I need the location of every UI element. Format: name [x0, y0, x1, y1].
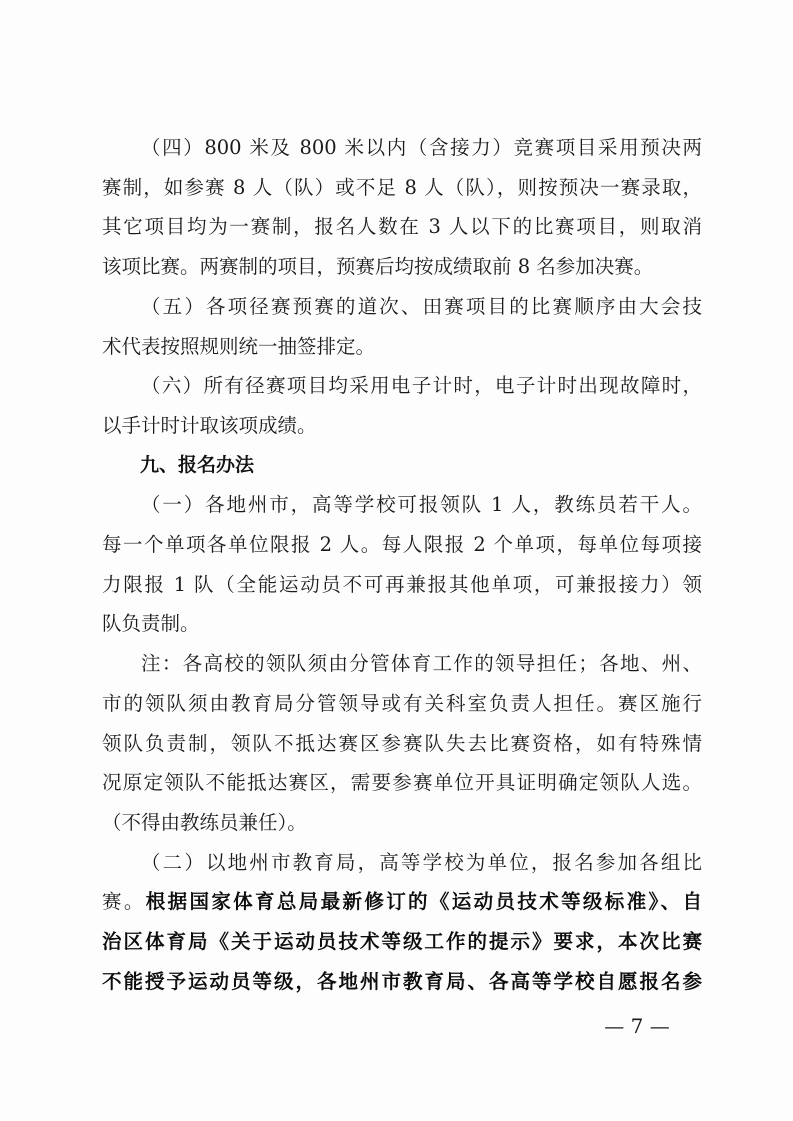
text-line: （五）各项径赛预赛的道次、田赛项目的比赛顺序由大会技 [141, 294, 702, 318]
text-emphasis: 根据国家体育总局最新修订的《运动员技术等级标准》、自 [145, 890, 702, 914]
text-line-mixed [102, 882, 702, 922]
text-line: （不得由教练员兼任）。 [102, 810, 307, 834]
text-line: 每一个单项各单位限报 2 人。每人限报 2 个单项，每单位每项接 [102, 533, 702, 557]
paragraph-item-5 [102, 287, 702, 366]
text-line: 术代表按照规则统一抽签排定。 [102, 334, 376, 358]
document-body [102, 128, 702, 1001]
text-line: 该项比赛。两赛制的项目，预赛后均按成绩取前 8 名参加决赛。 [102, 255, 654, 279]
text-line: （一）各地州市，高等学校可报领队 1 人，教练员若干人。 [141, 493, 702, 517]
text-line: 市的领队须由教育局分管领导或有关科室负责人担任。赛区施行 [102, 691, 702, 715]
text-line: 队负责制。 [102, 612, 200, 636]
text-line: （四）800 米及 800 米以内（含接力）竞赛项目采用预决两 [141, 136, 702, 159]
paragraph-item-2 [102, 843, 702, 1002]
paragraph-item-6 [102, 366, 702, 445]
paragraph-item-4 [102, 128, 702, 287]
text-line: 以手计时计取该项成绩。 [102, 413, 317, 437]
text-line: 力限报 1 队（全能运动员不可再兼报其他单项，可兼报接力）领 [102, 572, 702, 596]
text-emphasis-line: 不能授予运动员等级，各地州市教育局、各高等学校自愿报名参 [102, 969, 702, 993]
text-line: 注：各高校的领队须由分管体育工作的领导担任；各地、州、 [141, 652, 702, 676]
text-line: 领队负责制，领队不抵达赛区参赛队失去比赛资格，如有特殊情 [102, 731, 702, 755]
section-heading: 九、报名办法 [140, 453, 255, 476]
note-paragraph [102, 644, 702, 843]
text-line: （六）所有径赛项目均采用电子计时，电子计时出现故障时， [141, 374, 702, 398]
text-emphasis-line: 治区体育局《关于运动员技术等级工作的提示》要求，本次比赛 [102, 930, 702, 954]
text-normal: 赛。 [102, 890, 146, 914]
text-line: 其它项目均为一赛制，报名人数在 3 人以下的比赛项目，则取消 [102, 215, 702, 239]
page-number: — 7 — [604, 1014, 670, 1038]
text-line: 况原定领队不能抵达赛区，需要参赛单位开具证明确定领队人选。 [102, 771, 702, 795]
paragraph-item-1 [102, 485, 702, 644]
text-line: （二）以地州市教育局，高等学校为单位，报名参加各组比 [141, 850, 702, 874]
text-line: 赛制，如参赛 8 人（队）或不足 8 人（队），则按预决一赛录取， [102, 175, 702, 199]
